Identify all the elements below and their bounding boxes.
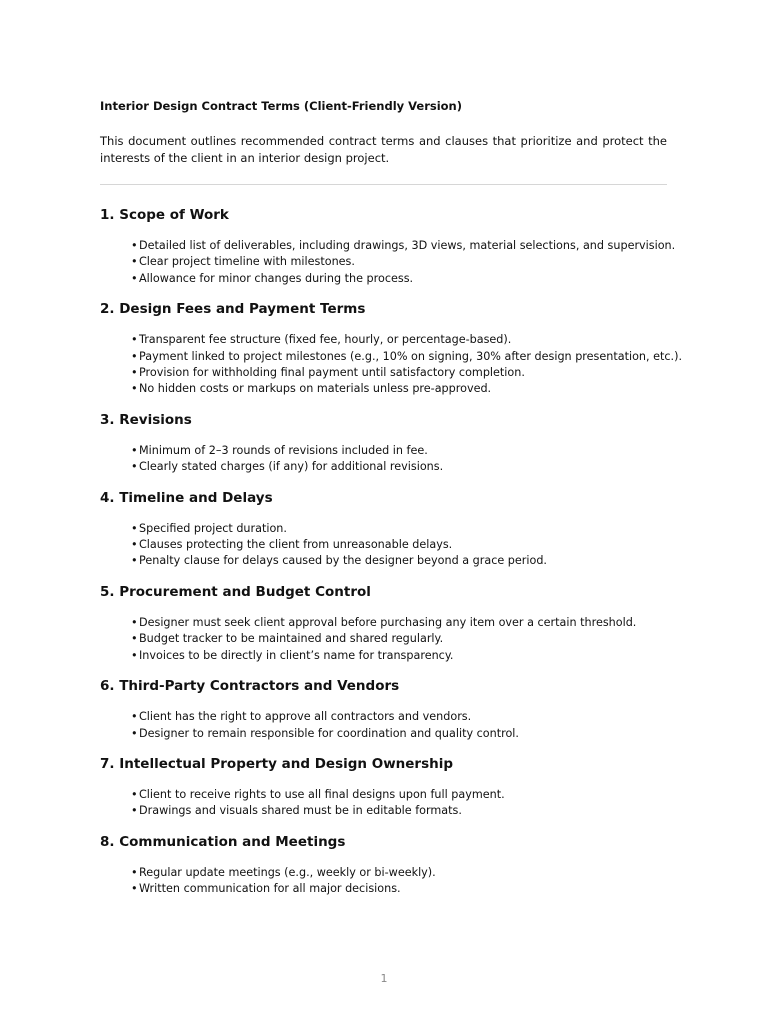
section-item-list bbox=[100, 615, 667, 664]
bullet-icon: • bbox=[131, 382, 138, 396]
bullet-icon: • bbox=[131, 632, 138, 646]
list-item bbox=[131, 238, 676, 254]
section-divider bbox=[100, 184, 667, 185]
list-item bbox=[131, 881, 667, 897]
bullet-icon: • bbox=[131, 521, 138, 535]
contract-section bbox=[100, 300, 683, 398]
list-item-text: Penalty clause for delays caused by the designer beyond a grace period. bbox=[139, 554, 547, 568]
bullet-icon: • bbox=[131, 255, 138, 269]
bullet-icon: • bbox=[131, 648, 138, 662]
list-item-text: Budget tracker to be maintained and shared regularly. bbox=[139, 632, 444, 646]
list-item bbox=[131, 787, 667, 803]
list-item bbox=[131, 726, 667, 742]
list-item-text: Transparent fee structure (fixed fee, hourly, or percentage-based). bbox=[139, 333, 512, 347]
list-item-text: Regular update meetings (e.g., weekly or bi-weekly). bbox=[139, 865, 436, 879]
list-item bbox=[131, 365, 667, 381]
list-item bbox=[131, 537, 667, 553]
document-title: Interior Design Contract Terms (Client-Friendly Version) bbox=[100, 99, 463, 113]
bullet-icon: • bbox=[131, 554, 138, 568]
section-item-list bbox=[100, 787, 667, 820]
list-item bbox=[131, 271, 667, 287]
list-item bbox=[131, 521, 667, 537]
list-item-text: Clear project timeline with milestones. bbox=[139, 255, 355, 269]
section-item-list bbox=[100, 238, 676, 287]
list-item bbox=[131, 443, 667, 459]
contract-section bbox=[100, 755, 667, 820]
list-item bbox=[131, 709, 667, 725]
section-item-list bbox=[100, 332, 683, 398]
bullet-icon: • bbox=[131, 239, 138, 252]
bullet-icon: • bbox=[131, 787, 138, 801]
bullet-icon: • bbox=[131, 865, 138, 879]
section-heading: 5. Procurement and Budget Control bbox=[100, 583, 371, 600]
list-item bbox=[131, 553, 667, 569]
section-item-list bbox=[100, 521, 667, 570]
bullet-icon: • bbox=[131, 443, 138, 457]
list-item bbox=[131, 254, 667, 270]
section-heading: 7. Intellectual Property and Design Ownership bbox=[100, 755, 454, 772]
bullet-icon: • bbox=[131, 710, 138, 724]
section-heading: 3. Revisions bbox=[100, 411, 192, 428]
section-heading: 2. Design Fees and Payment Terms bbox=[100, 301, 366, 318]
list-item bbox=[131, 332, 667, 348]
list-item bbox=[131, 349, 683, 365]
sections-container bbox=[100, 206, 683, 898]
list-item-text: No hidden costs or markups on materials unless pre-approved. bbox=[139, 382, 492, 396]
section-item-list bbox=[100, 443, 667, 476]
contract-section bbox=[100, 677, 667, 742]
list-item bbox=[131, 648, 667, 664]
section-heading: 8. Communication and Meetings bbox=[100, 833, 346, 850]
section-heading: 1. Scope of Work bbox=[100, 207, 229, 223]
list-item bbox=[131, 615, 667, 631]
section-item-list bbox=[100, 865, 667, 898]
bullet-icon: • bbox=[131, 349, 138, 363]
bullet-icon: • bbox=[131, 882, 138, 896]
list-item-text: Detailed list of deliverables, including drawings, 3D views, material selections, and supervision. bbox=[139, 239, 676, 252]
contract-section bbox=[100, 583, 667, 664]
list-item-text: Provision for withholding final payment until satisfactory completion. bbox=[139, 366, 525, 380]
list-item-text: Payment linked to project milestones (e.g., 10% on signing, 30% after design presentation, etc.). bbox=[139, 349, 683, 363]
bullet-icon: • bbox=[131, 615, 138, 629]
bullet-icon: • bbox=[131, 460, 138, 474]
section-heading: 4. Timeline and Delays bbox=[100, 489, 273, 506]
list-item bbox=[131, 631, 667, 647]
list-item bbox=[131, 459, 667, 475]
bullet-icon: • bbox=[131, 804, 138, 818]
bullet-icon: • bbox=[131, 271, 138, 285]
contract-section bbox=[100, 489, 667, 570]
list-item-text: Designer must seek client approval before purchasing any item over a certain threshold. bbox=[139, 615, 637, 629]
contract-section bbox=[100, 206, 676, 287]
section-item-list bbox=[100, 709, 667, 742]
bullet-icon: • bbox=[131, 538, 138, 552]
list-item-text: Invoices to be directly in client’s name for transparency. bbox=[139, 648, 454, 662]
document-body bbox=[100, 98, 683, 911]
list-item-text: Specified project duration. bbox=[139, 521, 287, 535]
list-item-text: Clauses protecting the client from unreasonable delays. bbox=[139, 538, 453, 552]
list-item-text: Client has the right to approve all contractors and vendors. bbox=[139, 710, 472, 724]
list-item bbox=[131, 381, 667, 397]
page-number: 1 bbox=[380, 972, 388, 985]
list-item-text: Written communication for all major decisions. bbox=[139, 882, 401, 896]
list-item-text: Drawings and visuals shared must be in editable formats. bbox=[139, 804, 462, 818]
list-item-text: Client to receive rights to use all final designs upon full payment. bbox=[139, 787, 505, 801]
bullet-icon: • bbox=[131, 726, 138, 740]
list-item-text: Minimum of 2–3 rounds of revisions included in fee. bbox=[139, 443, 428, 457]
list-item-text: Clearly stated charges (if any) for additional revisions. bbox=[139, 460, 444, 474]
contract-section bbox=[100, 411, 667, 476]
list-item-text: Designer to remain responsible for coordination and quality control. bbox=[139, 726, 519, 740]
bullet-icon: • bbox=[131, 333, 138, 347]
section-heading: 6. Third-Party Contractors and Vendors bbox=[100, 678, 400, 695]
list-item bbox=[131, 865, 667, 881]
contract-section bbox=[100, 833, 667, 898]
list-item bbox=[131, 803, 667, 819]
list-item-text: Allowance for minor changes during the process. bbox=[139, 271, 414, 285]
bullet-icon: • bbox=[131, 366, 138, 380]
intro-paragraph: This document outlines recommended contract terms and clauses that prioritize and protect the interests of the client in an interior design project. bbox=[100, 134, 667, 165]
